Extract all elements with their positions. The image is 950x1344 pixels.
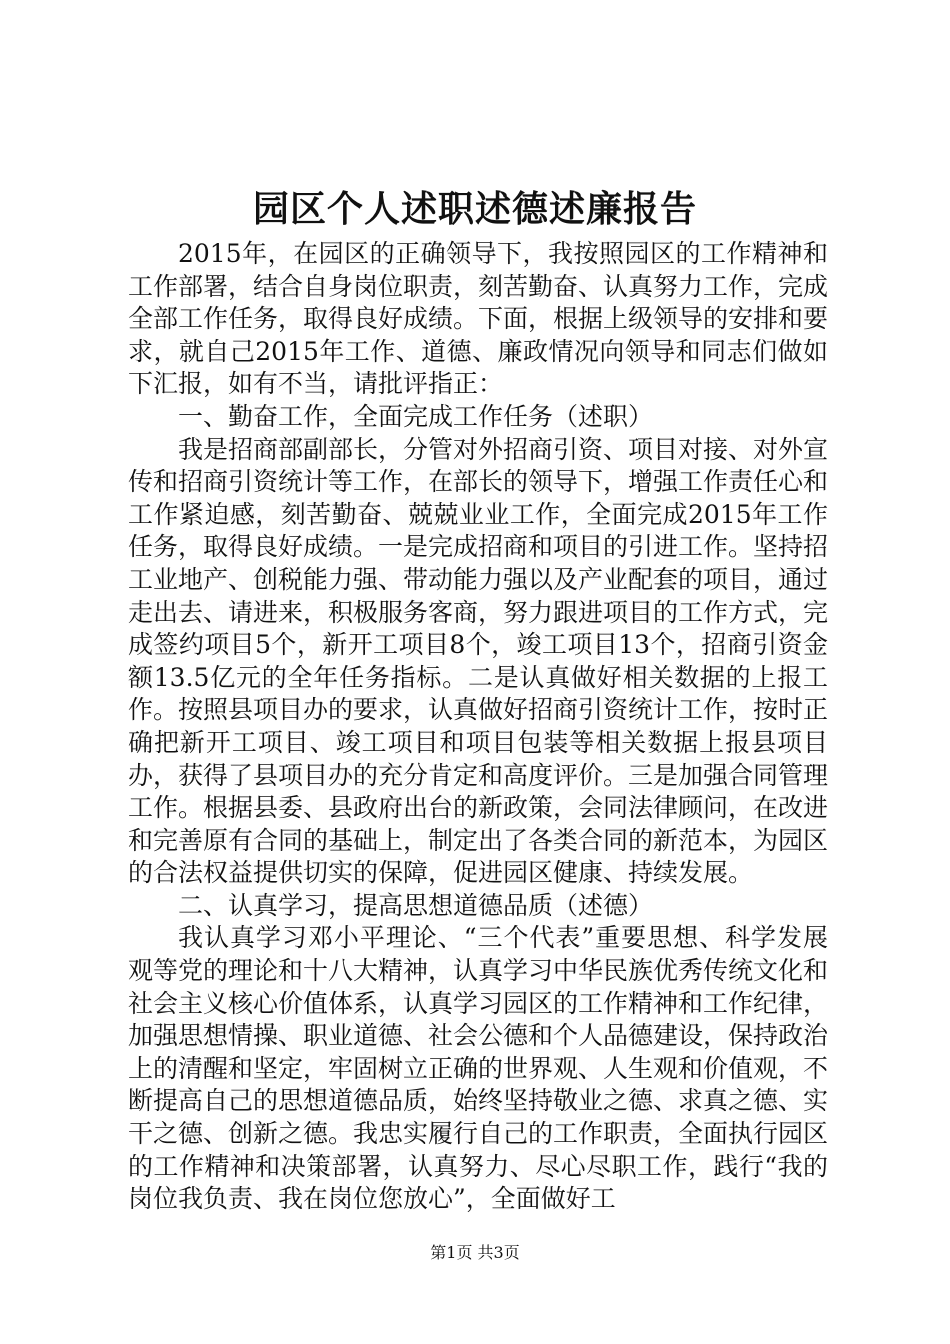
paragraph-duty: 我是招商部副部长，分管对外招商引资、项目对接、对外宣传和招商引资统计等工作，在部长的领导下，增强工作责任心和工作紧迫感，刻苦勤奋、兢兢业业工作，全面完成2015年工作任务，取得良好成绩。一是完成招商和项目的引进工作。坚持招工业地产、创税能力强、带动能力强以及产业配套的项目，通过走出去、请进来，积极服务客商，努力跟进项目的工作方式，完成签约项目5个，新开工项目8个，竣工项目13个，招商引资金额13.5亿元的全年任务指标。二是认真做好相关数据的上报工作。按照县项目办的要求，认真做好招商引资统计工作，按时正确把新开工项目、竣工项目和项目包装等相关数据上报县项目办，获得了县项目办的充分肯定和高度评价。三是加强合同管理工作。根据县委、县政府出台的新政策，会同法律顾问，在改进和完善原有合同的基础上，制定出了各类合同的新范本，为园区的合法权益提供切实的保障，促进园区健康、持续发展。	[128, 434, 829, 888]
page-footer: 第1页 共3页	[430, 1243, 520, 1262]
section-heading-duty: 一、勤奋工作，全面完成工作任务（述职）	[178, 401, 654, 431]
document-title: 园区个人述职述德述廉报告	[252, 188, 697, 230]
paragraph-intro: 2015年，在园区的正确领导下，我按照园区的工作精神和工作部署，结合自身岗位职责，刻苦勤奋、认真努力工作，完成全部工作任务，取得良好成绩。下面，根据上级领导的安排和要求，就自己2015年工作、道德、廉政情况向领导和同志们做如下汇报，如有不当，请批评指正：	[128, 239, 829, 399]
paragraph-morality: 我认真学习邓小平理论、“三个代表”重要思想、科学发展观等党的理论和十八大精神，认真学习中华民族优秀传统文化和社会主义核心价值体系，认真学习园区的工作精神和工作纪律，加强思想情操、职业道德、社会公德和个人品德建设，保持政治上的清醒和坚定，牢固树立正确的世界观、人生观和价值观，不断提高自己的思想道德品质，始终坚持敬业之德、求真之德、实干之德、创新之德。我忠实履行自己的工作职责，全面执行园区的工作精神和决策部署，认真努力、尽心尽职工作，践行“我的岗位我负责、我在岗位您放心”，全面做好工	[128, 923, 829, 1214]
document-body	[128, 238, 828, 1216]
section-heading-morality: 二、认真学习，提高思想道德品质（述德）	[178, 890, 654, 920]
